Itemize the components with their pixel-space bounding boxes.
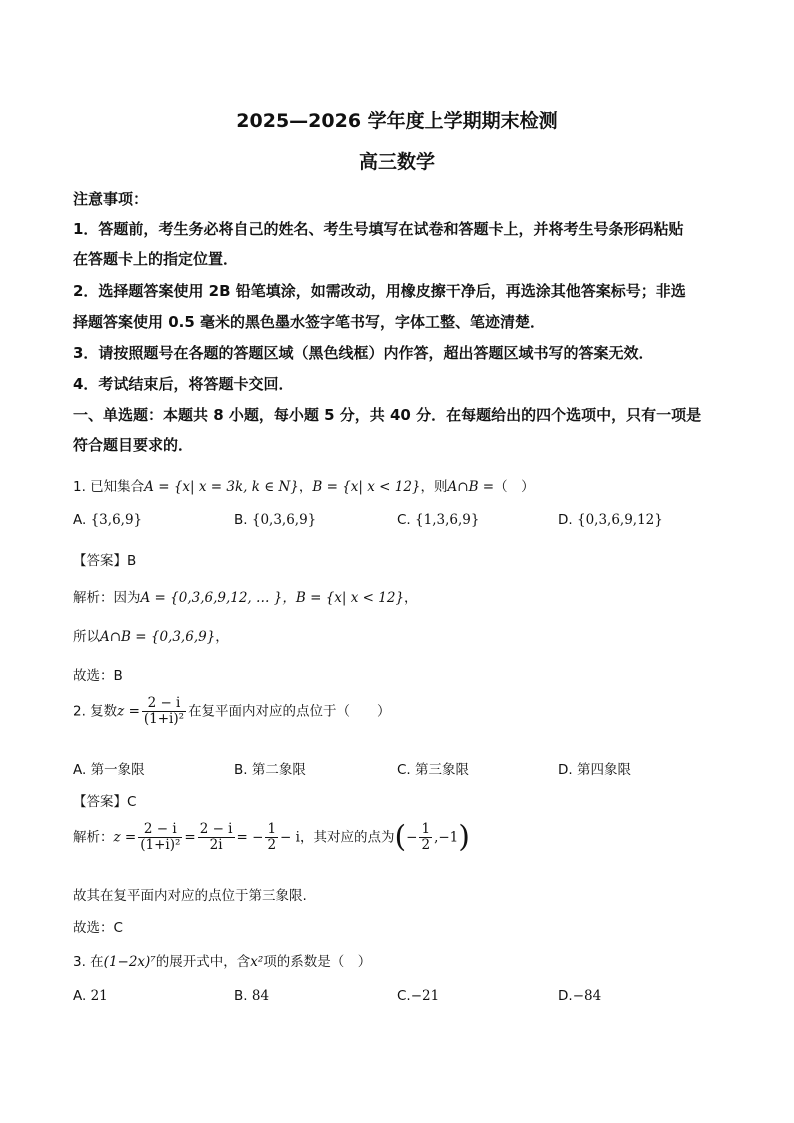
q2-conclusion: 故其在复平面内对应的点位于第三象限.: [73, 888, 307, 904]
q3-option-b: B. 84: [234, 988, 270, 1004]
q3-option-a: A. 21: [73, 988, 108, 1004]
q1-analysis-line2: 所以A∩B = {0,3,6,9}，: [73, 629, 229, 645]
exam-title: 2025—2026 学年度上学期期末检测: [236, 110, 558, 132]
question-3: 3. 在(1−2x)⁷的展开式中，含x²项的系数是（ ）: [73, 954, 372, 970]
q2-answer: 【答案】C: [73, 794, 137, 810]
q2-option-a: A. 第一象限: [73, 762, 145, 778]
notice-item: 1．答题前，考生务必将自己的姓名、考生号填写在试卷和答题卡上，并将考生号条形码粘贴: [73, 220, 684, 238]
notice-heading: 注意事项：: [73, 190, 149, 208]
question-1: [73, 475, 535, 495]
q2-choice: 故选：C: [73, 920, 123, 936]
notice-item: 2．选择题答案使用 2B 铅笔填涂，如需改动，用橡皮擦干净后，再选涂其他答案标号；非选: [73, 282, 686, 300]
notice-item: 4．考试结束后，将答题卡交回．: [73, 375, 294, 393]
section-heading: 一、单选题：本题共 8 小题，每小题 5 分，共 40 分．在每题给出的四个选项中，只有一项是: [73, 406, 702, 424]
q3-option-d: D.−84: [558, 988, 602, 1004]
q2-fraction: $\frac{2 - i}{\text{(1+i)²}}$: [143, 695, 185, 727]
q2-option-b: B. 第二象限: [234, 762, 306, 778]
notice-item: 在答题卡上的指定位置．: [73, 250, 239, 268]
q1-option-c: C. {1,3,6,9}: [397, 512, 480, 528]
q1-sep: ，: [298, 479, 313, 495]
section-heading-cont: 符合题目要求的．: [73, 436, 194, 454]
q1-answer: 【答案】B: [73, 553, 137, 569]
q1-expr: A∩B =: [447, 479, 495, 495]
q1-analysis-line1: 解析：因为A = {0,3,6,9,12, … }，B = {x| x < 12}，: [73, 590, 418, 606]
exam-subtitle: 高三数学: [358, 151, 435, 173]
q1-option-d: D. {0,3,6,9,12}: [558, 512, 663, 528]
question-2: 2. 复数z = $\frac{2 - i}{\text{(1+i)²}}$ 在复平面内对应的点位于（ ）: [73, 695, 391, 727]
q1-prefix: 1. 已知集合: [73, 479, 145, 495]
notice-item: 择题答案使用 0.5 毫米的黑色墨水签字笔书写，字体工整、笔迹清楚．: [73, 313, 546, 331]
q1-option-b: B. {0,3,6,9}: [234, 512, 317, 528]
q1-blank: （ ）: [494, 479, 535, 495]
q3-option-c: C.−21: [397, 988, 440, 1004]
q1-choice: 故选：B: [73, 668, 123, 684]
notice-item: 3．请按照题号在各题的答题区域（黑色线框）内作答，超出答题区域书写的答案无效．: [73, 344, 654, 362]
q2-option-c: C. 第三象限: [397, 762, 470, 778]
q1-suffix: ，则: [420, 479, 448, 495]
q1-set-b: B = {x| x < 12}: [312, 479, 421, 495]
q2-analysis: 解析：z = $\frac{2 - i}{\text{(1+i)²}}$ = $\frac{2 - i}{2i}$ = − $\frac{1}{2}$ − i，其对应的点为(− $\frac{1}{2}$ ,−1): [73, 819, 470, 855]
q1-set-a: A = {x| x = 3k, k ∈ N}: [144, 479, 299, 495]
q1-option-a: A. {3,6,9}: [73, 512, 143, 528]
q2-option-d: D. 第四象限: [558, 762, 631, 778]
